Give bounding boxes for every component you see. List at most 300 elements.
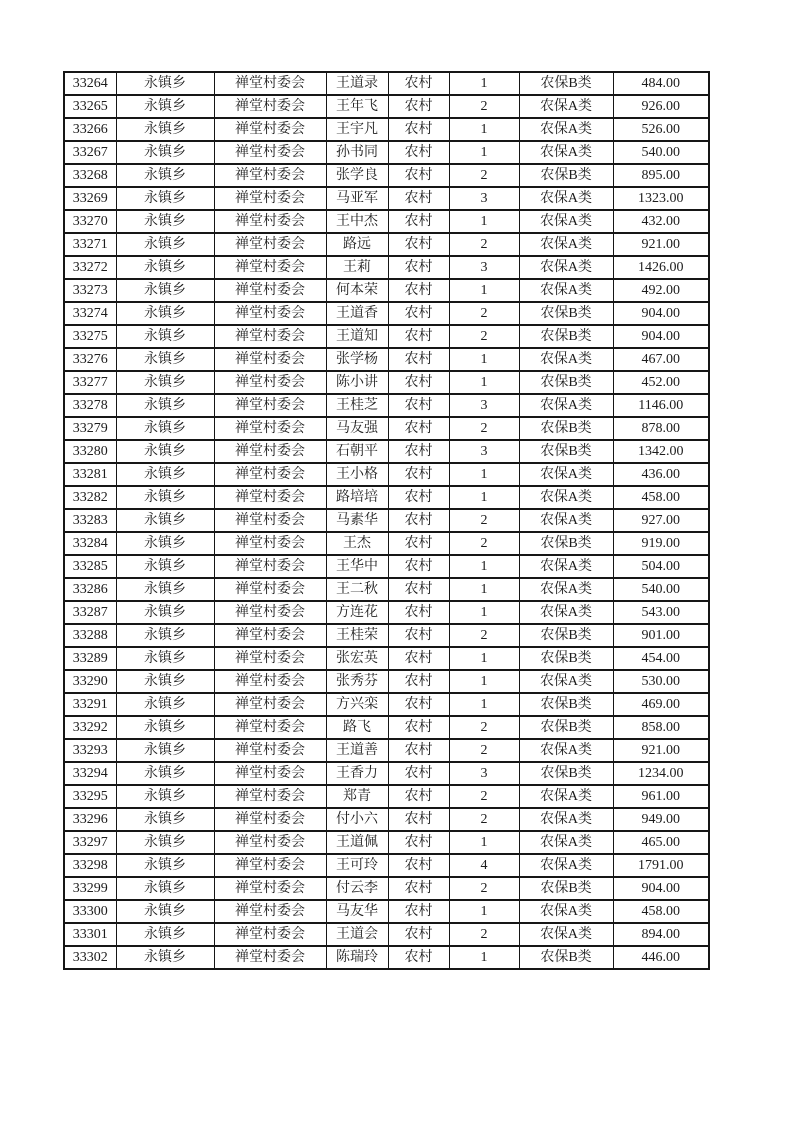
cell-type: 农村: [388, 141, 449, 164]
cell-type: 农村: [388, 233, 449, 256]
cell-type: 农村: [388, 440, 449, 463]
cell-village: 禅堂村委会: [214, 785, 326, 808]
cell-id: 33284: [64, 532, 116, 555]
cell-id: 33276: [64, 348, 116, 371]
cell-village: 禅堂村委会: [214, 532, 326, 555]
cell-category: 农保A类: [519, 555, 613, 578]
cell-count: 1: [449, 463, 519, 486]
cell-id: 33302: [64, 946, 116, 969]
cell-township: 永镇乡: [116, 509, 214, 532]
cell-village: 禅堂村委会: [214, 394, 326, 417]
cell-count: 2: [449, 233, 519, 256]
cell-village: 禅堂村委会: [214, 233, 326, 256]
cell-id: 33296: [64, 808, 116, 831]
cell-type: 农村: [388, 762, 449, 785]
cell-id: 33281: [64, 463, 116, 486]
cell-category: 农保B类: [519, 164, 613, 187]
cell-category: 农保A类: [519, 463, 613, 486]
cell-id: 33273: [64, 279, 116, 302]
cell-name: 王桂荣: [326, 624, 388, 647]
cell-category: 农保B类: [519, 325, 613, 348]
cell-category: 农保A类: [519, 118, 613, 141]
cell-amount: 526.00: [613, 118, 709, 141]
cell-amount: 465.00: [613, 831, 709, 854]
table-row: [64, 923, 709, 946]
cell-village: 禅堂村委会: [214, 808, 326, 831]
cell-name: 王桂芝: [326, 394, 388, 417]
cell-type: 农村: [388, 555, 449, 578]
cell-type: 农村: [388, 670, 449, 693]
cell-village: 禅堂村委会: [214, 187, 326, 210]
cell-count: 1: [449, 371, 519, 394]
cell-township: 永镇乡: [116, 440, 214, 463]
cell-id: 33282: [64, 486, 116, 509]
cell-id: 33290: [64, 670, 116, 693]
cell-amount: 492.00: [613, 279, 709, 302]
cell-count: 1: [449, 210, 519, 233]
table-row: [64, 762, 709, 785]
cell-amount: 921.00: [613, 233, 709, 256]
cell-id: 33278: [64, 394, 116, 417]
table-row: [64, 670, 709, 693]
cell-type: 农村: [388, 739, 449, 762]
table-row: [64, 256, 709, 279]
cell-name: 王道佩: [326, 831, 388, 854]
cell-name: 孙书同: [326, 141, 388, 164]
cell-id: 33266: [64, 118, 116, 141]
cell-village: 禅堂村委会: [214, 417, 326, 440]
cell-category: 农保B类: [519, 946, 613, 969]
cell-count: 1: [449, 279, 519, 302]
cell-name: 马友强: [326, 417, 388, 440]
cell-count: 2: [449, 716, 519, 739]
cell-township: 永镇乡: [116, 95, 214, 118]
cell-village: 禅堂村委会: [214, 647, 326, 670]
cell-township: 永镇乡: [116, 854, 214, 877]
cell-category: 农保B类: [519, 302, 613, 325]
cell-name: 张宏英: [326, 647, 388, 670]
cell-amount: 1342.00: [613, 440, 709, 463]
cell-count: 1: [449, 141, 519, 164]
cell-count: 2: [449, 877, 519, 900]
cell-amount: 484.00: [613, 72, 709, 95]
cell-township: 永镇乡: [116, 141, 214, 164]
cell-count: 3: [449, 394, 519, 417]
cell-type: 农村: [388, 716, 449, 739]
cell-type: 农村: [388, 578, 449, 601]
cell-township: 永镇乡: [116, 808, 214, 831]
cell-amount: 1323.00: [613, 187, 709, 210]
cell-township: 永镇乡: [116, 325, 214, 348]
cell-count: 2: [449, 739, 519, 762]
cell-count: 1: [449, 831, 519, 854]
cell-id: 33277: [64, 371, 116, 394]
cell-category: 农保A类: [519, 394, 613, 417]
cell-category: 农保A类: [519, 739, 613, 762]
cell-category: 农保B类: [519, 417, 613, 440]
cell-id: 33265: [64, 95, 116, 118]
cell-name: 陈瑞玲: [326, 946, 388, 969]
cell-id: 33287: [64, 601, 116, 624]
cell-category: 农保B类: [519, 716, 613, 739]
cell-category: 农保A类: [519, 141, 613, 164]
cell-amount: 469.00: [613, 693, 709, 716]
cell-amount: 458.00: [613, 900, 709, 923]
cell-type: 农村: [388, 348, 449, 371]
cell-type: 农村: [388, 877, 449, 900]
cell-name: 郑青: [326, 785, 388, 808]
table-row: [64, 601, 709, 624]
cell-type: 农村: [388, 647, 449, 670]
cell-village: 禅堂村委会: [214, 463, 326, 486]
cell-township: 永镇乡: [116, 72, 214, 95]
cell-category: 农保B类: [519, 762, 613, 785]
cell-name: 王华中: [326, 555, 388, 578]
cell-type: 农村: [388, 325, 449, 348]
cell-amount: 432.00: [613, 210, 709, 233]
cell-id: 33291: [64, 693, 116, 716]
cell-category: 农保A类: [519, 785, 613, 808]
cell-amount: 901.00: [613, 624, 709, 647]
cell-township: 永镇乡: [116, 739, 214, 762]
cell-amount: 458.00: [613, 486, 709, 509]
table-row: [64, 532, 709, 555]
cell-name: 王道录: [326, 72, 388, 95]
cell-township: 永镇乡: [116, 716, 214, 739]
cell-village: 禅堂村委会: [214, 325, 326, 348]
cell-name: 王道知: [326, 325, 388, 348]
cell-township: 永镇乡: [116, 187, 214, 210]
cell-count: 1: [449, 946, 519, 969]
table-row: [64, 624, 709, 647]
cell-type: 农村: [388, 187, 449, 210]
cell-township: 永镇乡: [116, 624, 214, 647]
cell-type: 农村: [388, 463, 449, 486]
cell-category: 农保A类: [519, 486, 613, 509]
cell-amount: 919.00: [613, 532, 709, 555]
table-row: [64, 716, 709, 739]
cell-id: 33300: [64, 900, 116, 923]
cell-type: 农村: [388, 785, 449, 808]
cell-type: 农村: [388, 302, 449, 325]
cell-township: 永镇乡: [116, 946, 214, 969]
cell-category: 农保B类: [519, 371, 613, 394]
cell-category: 农保B类: [519, 693, 613, 716]
cell-township: 永镇乡: [116, 785, 214, 808]
cell-amount: 878.00: [613, 417, 709, 440]
cell-township: 永镇乡: [116, 118, 214, 141]
cell-amount: 467.00: [613, 348, 709, 371]
table-row: [64, 325, 709, 348]
cell-amount: 904.00: [613, 877, 709, 900]
cell-township: 永镇乡: [116, 233, 214, 256]
cell-village: 禅堂村委会: [214, 348, 326, 371]
cell-name: 路远: [326, 233, 388, 256]
cell-count: 2: [449, 417, 519, 440]
cell-name: 马友华: [326, 900, 388, 923]
cell-amount: 1791.00: [613, 854, 709, 877]
cell-category: 农保B类: [519, 532, 613, 555]
cell-village: 禅堂村委会: [214, 578, 326, 601]
cell-village: 禅堂村委会: [214, 72, 326, 95]
cell-type: 农村: [388, 532, 449, 555]
cell-category: 农保A类: [519, 923, 613, 946]
cell-township: 永镇乡: [116, 647, 214, 670]
cell-village: 禅堂村委会: [214, 141, 326, 164]
cell-category: 农保A类: [519, 279, 613, 302]
cell-township: 永镇乡: [116, 923, 214, 946]
table-row: [64, 302, 709, 325]
cell-id: 33268: [64, 164, 116, 187]
cell-type: 农村: [388, 693, 449, 716]
cell-type: 农村: [388, 808, 449, 831]
cell-amount: 895.00: [613, 164, 709, 187]
cell-id: 33292: [64, 716, 116, 739]
cell-id: 33283: [64, 509, 116, 532]
table-row: [64, 417, 709, 440]
cell-id: 33270: [64, 210, 116, 233]
cell-amount: 858.00: [613, 716, 709, 739]
table-row: [64, 946, 709, 969]
cell-name: 方兴栾: [326, 693, 388, 716]
cell-township: 永镇乡: [116, 877, 214, 900]
cell-type: 农村: [388, 831, 449, 854]
cell-count: 2: [449, 532, 519, 555]
cell-count: 1: [449, 693, 519, 716]
cell-count: 1: [449, 900, 519, 923]
cell-type: 农村: [388, 854, 449, 877]
table-row: [64, 509, 709, 532]
cell-id: 33269: [64, 187, 116, 210]
cell-id: 33289: [64, 647, 116, 670]
cell-count: 2: [449, 624, 519, 647]
table-row: [64, 440, 709, 463]
cell-count: 3: [449, 440, 519, 463]
cell-village: 禅堂村委会: [214, 739, 326, 762]
cell-count: 1: [449, 578, 519, 601]
cell-amount: 927.00: [613, 509, 709, 532]
cell-amount: 504.00: [613, 555, 709, 578]
cell-id: 33271: [64, 233, 116, 256]
cell-amount: 926.00: [613, 95, 709, 118]
cell-name: 王莉: [326, 256, 388, 279]
cell-name: 王中杰: [326, 210, 388, 233]
cell-category: 农保A类: [519, 831, 613, 854]
cell-village: 禅堂村委会: [214, 670, 326, 693]
cell-township: 永镇乡: [116, 900, 214, 923]
cell-name: 路飞: [326, 716, 388, 739]
cell-category: 农保A类: [519, 578, 613, 601]
cell-village: 禅堂村委会: [214, 302, 326, 325]
cell-amount: 961.00: [613, 785, 709, 808]
cell-amount: 1234.00: [613, 762, 709, 785]
cell-name: 张学良: [326, 164, 388, 187]
cell-id: 33299: [64, 877, 116, 900]
table-row: [64, 831, 709, 854]
cell-name: 陈小讲: [326, 371, 388, 394]
cell-amount: 894.00: [613, 923, 709, 946]
table-row: [64, 877, 709, 900]
cell-name: 王道香: [326, 302, 388, 325]
cell-village: 禅堂村委会: [214, 831, 326, 854]
cell-name: 王可玲: [326, 854, 388, 877]
cell-type: 农村: [388, 279, 449, 302]
cell-village: 禅堂村委会: [214, 486, 326, 509]
cell-amount: 921.00: [613, 739, 709, 762]
table-row: [64, 164, 709, 187]
cell-village: 禅堂村委会: [214, 923, 326, 946]
cell-township: 永镇乡: [116, 371, 214, 394]
cell-village: 禅堂村委会: [214, 693, 326, 716]
cell-village: 禅堂村委会: [214, 762, 326, 785]
cell-type: 农村: [388, 417, 449, 440]
cell-name: 王宇凡: [326, 118, 388, 141]
table-row: [64, 808, 709, 831]
cell-type: 农村: [388, 164, 449, 187]
cell-type: 农村: [388, 946, 449, 969]
cell-category: 农保A类: [519, 808, 613, 831]
cell-name: 王二秋: [326, 578, 388, 601]
cell-type: 农村: [388, 256, 449, 279]
cell-type: 农村: [388, 95, 449, 118]
cell-amount: 543.00: [613, 601, 709, 624]
cell-type: 农村: [388, 72, 449, 95]
cell-count: 3: [449, 762, 519, 785]
cell-category: 农保A类: [519, 348, 613, 371]
cell-type: 农村: [388, 394, 449, 417]
cell-id: 33301: [64, 923, 116, 946]
table-row: [64, 187, 709, 210]
cell-name: 王道会: [326, 923, 388, 946]
cell-type: 农村: [388, 486, 449, 509]
cell-township: 永镇乡: [116, 394, 214, 417]
cell-count: 2: [449, 808, 519, 831]
cell-id: 33280: [64, 440, 116, 463]
cell-name: 路培培: [326, 486, 388, 509]
cell-name: 张学杨: [326, 348, 388, 371]
cell-count: 3: [449, 187, 519, 210]
cell-count: 2: [449, 325, 519, 348]
cell-category: 农保A类: [519, 95, 613, 118]
insurance-roster-table: [63, 71, 710, 970]
cell-township: 永镇乡: [116, 210, 214, 233]
table-body: [64, 72, 709, 969]
cell-count: 1: [449, 670, 519, 693]
table-row: [64, 72, 709, 95]
cell-name: 王年飞: [326, 95, 388, 118]
cell-type: 农村: [388, 210, 449, 233]
cell-count: 3: [449, 256, 519, 279]
cell-township: 永镇乡: [116, 693, 214, 716]
cell-count: 1: [449, 118, 519, 141]
cell-id: 33295: [64, 785, 116, 808]
cell-id: 33297: [64, 831, 116, 854]
cell-id: 33267: [64, 141, 116, 164]
cell-village: 禅堂村委会: [214, 95, 326, 118]
cell-category: 农保B类: [519, 877, 613, 900]
cell-name: 何本荣: [326, 279, 388, 302]
cell-name: 王杰: [326, 532, 388, 555]
cell-amount: 530.00: [613, 670, 709, 693]
cell-township: 永镇乡: [116, 463, 214, 486]
cell-category: 农保A类: [519, 854, 613, 877]
cell-village: 禅堂村委会: [214, 877, 326, 900]
cell-category: 农保A类: [519, 670, 613, 693]
cell-township: 永镇乡: [116, 601, 214, 624]
cell-name: 马素华: [326, 509, 388, 532]
cell-count: 2: [449, 302, 519, 325]
table-row: [64, 854, 709, 877]
cell-township: 永镇乡: [116, 279, 214, 302]
cell-village: 禅堂村委会: [214, 601, 326, 624]
cell-count: 1: [449, 348, 519, 371]
cell-name: 王道善: [326, 739, 388, 762]
cell-township: 永镇乡: [116, 578, 214, 601]
cell-category: 农保B类: [519, 624, 613, 647]
cell-village: 禅堂村委会: [214, 946, 326, 969]
cell-category: 农保A类: [519, 256, 613, 279]
table-row: [64, 279, 709, 302]
cell-amount: 904.00: [613, 325, 709, 348]
cell-category: 农保B类: [519, 440, 613, 463]
table-row: [64, 900, 709, 923]
cell-category: 农保A类: [519, 509, 613, 532]
cell-id: 33288: [64, 624, 116, 647]
cell-type: 农村: [388, 601, 449, 624]
cell-count: 2: [449, 95, 519, 118]
cell-village: 禅堂村委会: [214, 210, 326, 233]
cell-township: 永镇乡: [116, 670, 214, 693]
cell-village: 禅堂村委会: [214, 716, 326, 739]
table-row: [64, 739, 709, 762]
table-row: [64, 486, 709, 509]
table-row: [64, 555, 709, 578]
cell-village: 禅堂村委会: [214, 555, 326, 578]
cell-id: 33286: [64, 578, 116, 601]
cell-amount: 454.00: [613, 647, 709, 670]
cell-category: 农保B类: [519, 647, 613, 670]
cell-count: 1: [449, 486, 519, 509]
cell-count: 2: [449, 785, 519, 808]
cell-id: 33264: [64, 72, 116, 95]
cell-id: 33298: [64, 854, 116, 877]
cell-township: 永镇乡: [116, 164, 214, 187]
cell-township: 永镇乡: [116, 348, 214, 371]
cell-id: 33279: [64, 417, 116, 440]
cell-category: 农保B类: [519, 72, 613, 95]
cell-village: 禅堂村委会: [214, 624, 326, 647]
cell-amount: 452.00: [613, 371, 709, 394]
cell-name: 马亚军: [326, 187, 388, 210]
cell-id: 33293: [64, 739, 116, 762]
cell-village: 禅堂村委会: [214, 900, 326, 923]
cell-id: 33272: [64, 256, 116, 279]
cell-amount: 949.00: [613, 808, 709, 831]
cell-township: 永镇乡: [116, 417, 214, 440]
table-row: [64, 141, 709, 164]
cell-village: 禅堂村委会: [214, 256, 326, 279]
cell-amount: 904.00: [613, 302, 709, 325]
table-row: [64, 394, 709, 417]
table-row: [64, 371, 709, 394]
cell-village: 禅堂村委会: [214, 164, 326, 187]
table-row: [64, 233, 709, 256]
cell-count: 1: [449, 555, 519, 578]
cell-village: 禅堂村委会: [214, 118, 326, 141]
cell-township: 永镇乡: [116, 555, 214, 578]
cell-type: 农村: [388, 900, 449, 923]
cell-count: 2: [449, 164, 519, 187]
